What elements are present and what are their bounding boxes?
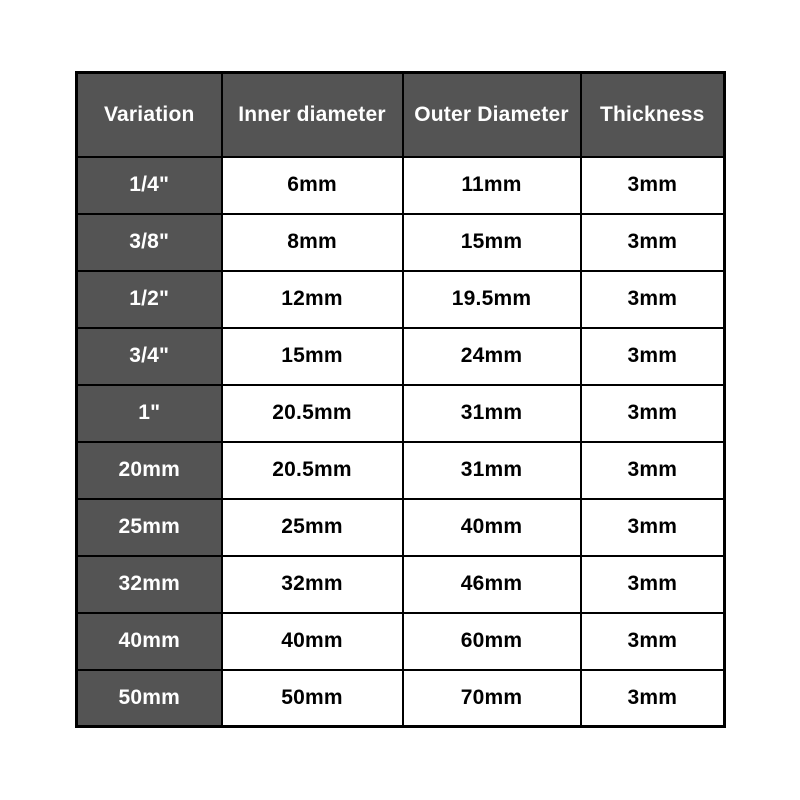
spec-table-body	[77, 157, 725, 727]
row-label: 32mm	[77, 556, 222, 613]
table-cell: 15mm	[403, 214, 581, 271]
table-cell: 31mm	[403, 385, 581, 442]
table-row	[77, 499, 725, 556]
header-row	[77, 73, 725, 157]
table-cell: 3mm	[581, 214, 725, 271]
table-cell: 31mm	[403, 442, 581, 499]
column-header: Outer Diameter	[403, 73, 581, 157]
table-cell: 6mm	[222, 157, 403, 214]
table-cell: 3mm	[581, 385, 725, 442]
table-cell: 25mm	[222, 499, 403, 556]
table-cell: 8mm	[222, 214, 403, 271]
spec-table-container	[75, 71, 726, 728]
column-header: Variation	[77, 73, 222, 157]
table-cell: 3mm	[581, 271, 725, 328]
table-cell: 40mm	[222, 613, 403, 670]
table-row	[77, 670, 725, 727]
table-row	[77, 385, 725, 442]
table-cell: 15mm	[222, 328, 403, 385]
spec-table-header	[77, 73, 725, 157]
table-cell: 3mm	[581, 328, 725, 385]
row-label: 40mm	[77, 613, 222, 670]
table-row	[77, 328, 725, 385]
table-cell: 50mm	[222, 670, 403, 727]
column-header: Inner diameter	[222, 73, 403, 157]
table-cell: 12mm	[222, 271, 403, 328]
table-row	[77, 271, 725, 328]
table-cell: 3mm	[581, 442, 725, 499]
table-cell: 70mm	[403, 670, 581, 727]
table-cell: 20.5mm	[222, 385, 403, 442]
row-label: 1"	[77, 385, 222, 442]
table-cell: 3mm	[581, 613, 725, 670]
table-cell: 40mm	[403, 499, 581, 556]
table-cell: 3mm	[581, 670, 725, 727]
table-row	[77, 613, 725, 670]
table-cell: 24mm	[403, 328, 581, 385]
table-row	[77, 214, 725, 271]
table-cell: 60mm	[403, 613, 581, 670]
row-label: 20mm	[77, 442, 222, 499]
table-cell: 3mm	[581, 157, 725, 214]
spec-table	[75, 71, 726, 728]
table-cell: 32mm	[222, 556, 403, 613]
row-label: 1/4"	[77, 157, 222, 214]
table-cell: 19.5mm	[403, 271, 581, 328]
row-label: 1/2"	[77, 271, 222, 328]
table-row	[77, 556, 725, 613]
row-label: 50mm	[77, 670, 222, 727]
table-cell: 3mm	[581, 499, 725, 556]
row-label: 3/8"	[77, 214, 222, 271]
table-cell: 11mm	[403, 157, 581, 214]
row-label: 3/4"	[77, 328, 222, 385]
table-row	[77, 157, 725, 214]
table-cell: 3mm	[581, 556, 725, 613]
row-label: 25mm	[77, 499, 222, 556]
table-cell: 46mm	[403, 556, 581, 613]
table-cell: 20.5mm	[222, 442, 403, 499]
table-row	[77, 442, 725, 499]
column-header: Thickness	[581, 73, 725, 157]
